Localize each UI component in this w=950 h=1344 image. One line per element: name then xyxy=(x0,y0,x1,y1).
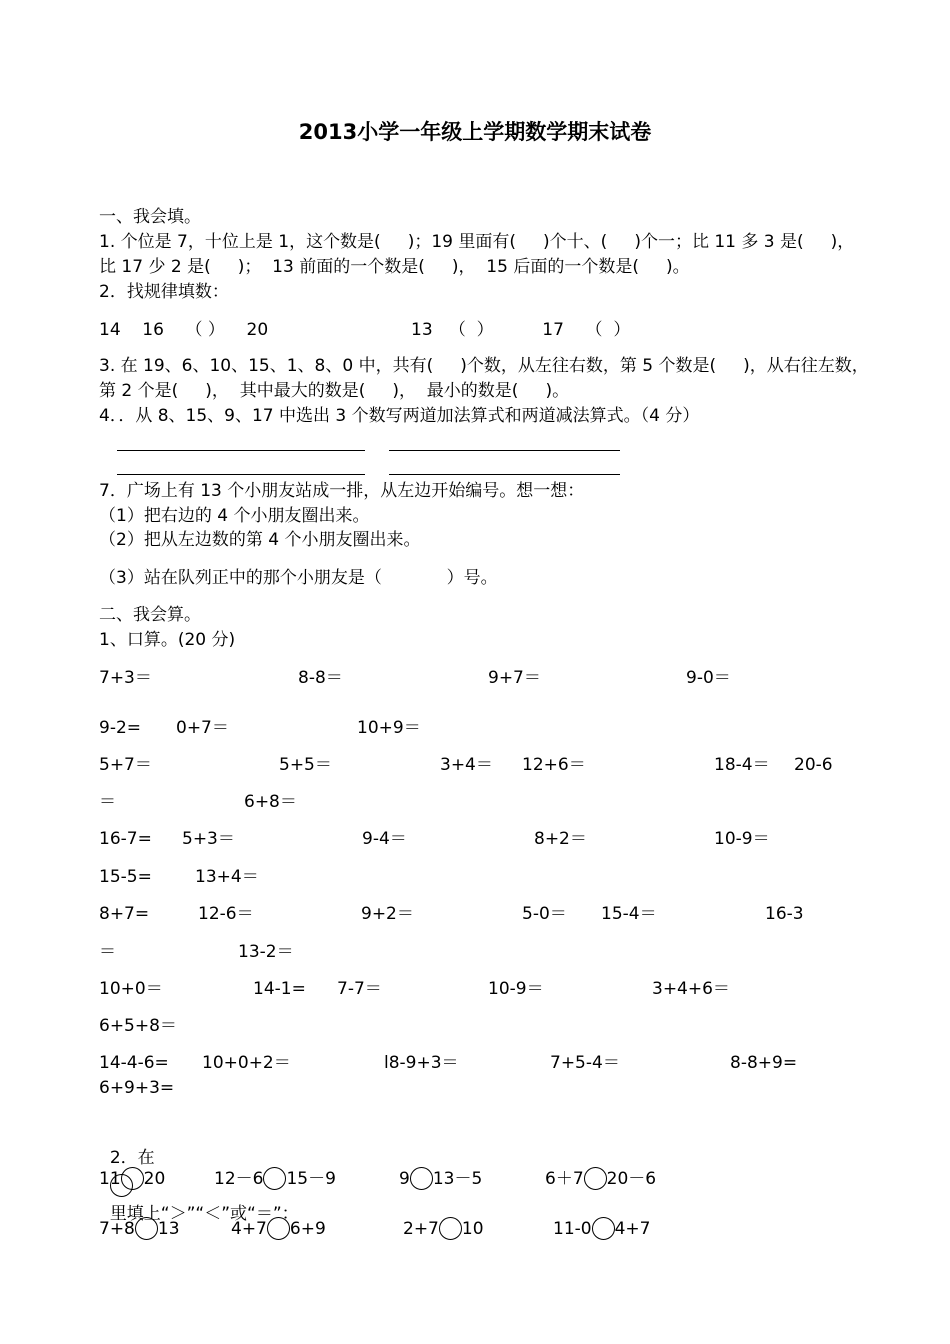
calc-item: ＝ xyxy=(99,942,116,962)
compare-heading-suffix: 里填上“＞”“＜”或“＝”： xyxy=(109,1204,299,1224)
oral-calc-heading: 1、口算。(20 分) xyxy=(99,630,236,650)
compare-right: 6+9 xyxy=(289,1219,326,1239)
calc-item: 7+5-4＝ xyxy=(550,1053,620,1073)
calc-item: 20-6 xyxy=(794,755,833,775)
calc-item: l8-9+3＝ xyxy=(384,1053,459,1073)
calc-item: 10+0＝ xyxy=(99,979,163,999)
calc-item: 0+7＝ xyxy=(176,718,229,738)
answer-circle[interactable] xyxy=(135,1217,158,1240)
compare-item xyxy=(99,1165,165,1193)
q7-part-2: （2）把从左边数的第 4 个小朋友圈出来。 xyxy=(99,530,421,550)
calc-item: 8-8＝ xyxy=(298,668,343,688)
calc-item: 14-1= xyxy=(253,979,306,999)
compare-item xyxy=(399,1165,482,1193)
calc-item: 14-4-6= xyxy=(99,1053,169,1073)
compare-right: 10 xyxy=(461,1219,484,1239)
calc-item: 8+7= xyxy=(99,904,150,924)
calc-item: 13+4＝ xyxy=(195,867,259,887)
calc-item: 10+0+2＝ xyxy=(202,1053,291,1073)
q3-line-1: 3. 在 19、6、10、15、1、8、0 中，共有( )个数，从左往右数，第 5 个数是( )，从右往左数， xyxy=(99,356,869,376)
answer-line[interactable] xyxy=(389,450,620,451)
answer-line[interactable] xyxy=(117,450,365,451)
calc-item: 5+3＝ xyxy=(182,829,235,849)
compare-right: 15－9 xyxy=(286,1169,336,1189)
calc-item: 8-8+9= xyxy=(730,1053,798,1073)
compare-left: 9 xyxy=(399,1169,410,1189)
compare-right: 4+7 xyxy=(614,1219,651,1239)
calc-item: 16-7= xyxy=(99,829,152,849)
compare-right: 20 xyxy=(143,1169,166,1189)
calc-item: 9+7＝ xyxy=(488,668,541,688)
answer-circle[interactable] xyxy=(267,1217,290,1240)
compare-left: 4+7 xyxy=(231,1219,267,1239)
calc-item: 13-2＝ xyxy=(238,942,294,962)
q4-text: 4．．从 8、15、9、17 中选出 3 个数写两道加法算式和两道减法算式。（4 分） xyxy=(99,406,700,426)
calc-item: 9-4＝ xyxy=(362,829,407,849)
calc-item: 15-4＝ xyxy=(601,904,657,924)
compare-left: 11-0 xyxy=(553,1219,592,1239)
q2-heading: 2．找规律填数： xyxy=(99,282,229,302)
calc-item: 10-9＝ xyxy=(488,979,544,999)
section-2-heading: 二、我会算。 xyxy=(99,605,201,625)
answer-line[interactable] xyxy=(389,474,620,475)
compare-left: 7+8 xyxy=(99,1219,135,1239)
calc-item: 3+4＝ xyxy=(440,755,493,775)
answer-circle[interactable] xyxy=(410,1167,433,1190)
calc-item: 6+8＝ xyxy=(244,792,297,812)
q7-part-1: （1）把右边的 4 个小朋友圈出来。 xyxy=(99,506,370,526)
calc-item: 7+3＝ xyxy=(99,668,152,688)
compare-right: 13 xyxy=(157,1219,180,1239)
q1-line-1: 1. 个位是 7，十位上是 1，这个数是( )；19 里面有( )个十、( )个一；比 11 多 3 是( )， xyxy=(99,232,855,252)
calc-item: 12+6＝ xyxy=(522,755,586,775)
calc-item: 18-4＝ xyxy=(714,755,770,775)
answer-circle[interactable] xyxy=(584,1167,607,1190)
calc-item: 9-2= xyxy=(99,718,142,738)
answer-circle[interactable] xyxy=(263,1167,286,1190)
q2-sequence-2: 13 （ ） 17 （ ） xyxy=(411,320,631,340)
compare-left: 12－6 xyxy=(214,1169,264,1189)
compare-heading-prefix: 2．在 xyxy=(109,1148,155,1168)
calc-item: 9-0＝ xyxy=(686,668,731,688)
compare-left: 6＋7 xyxy=(545,1169,584,1189)
compare-left: 2+7 xyxy=(403,1219,439,1239)
section-1-heading: 一、我会填。 xyxy=(99,207,201,227)
calc-item: 5-0＝ xyxy=(522,904,567,924)
calc-item: 9+2＝ xyxy=(361,904,414,924)
calc-item: 10+9＝ xyxy=(357,718,421,738)
compare-item xyxy=(231,1215,326,1243)
compare-item xyxy=(99,1215,180,1243)
compare-item xyxy=(553,1215,650,1243)
page-title: 2013小学一年级上学期数学期末试卷 xyxy=(298,120,652,144)
compare-item xyxy=(214,1165,336,1193)
calc-item: 3+4+6＝ xyxy=(652,979,730,999)
calc-item: 6+9+3= xyxy=(99,1078,175,1098)
answer-circle[interactable] xyxy=(439,1217,462,1240)
q3-line-2: 第 2 个是( )， 其中最大的数是( )， 最小的数是( )。 xyxy=(99,381,570,401)
calc-item: 6+5+8＝ xyxy=(99,1016,177,1036)
calc-item: 5+7＝ xyxy=(99,755,152,775)
compare-right: 20－6 xyxy=(606,1169,657,1189)
calc-item: 16-3 xyxy=(765,904,804,924)
q7-heading: 7．广场上有 13 个小朋友站成一排，从左边开始编号。想一想： xyxy=(99,481,585,501)
compare-right: 13－5 xyxy=(432,1169,483,1189)
compare-item xyxy=(545,1165,656,1193)
calc-item: 15-5= xyxy=(99,867,152,887)
compare-left: 11 xyxy=(99,1169,121,1189)
answer-circle[interactable] xyxy=(592,1217,615,1240)
calc-item: 8+2＝ xyxy=(534,829,587,849)
calc-item: 7-7＝ xyxy=(337,979,382,999)
answer-line[interactable] xyxy=(117,474,365,475)
q2-sequence-1: 14 16 （ ） 20 xyxy=(99,320,269,340)
calc-item: 10-9＝ xyxy=(714,829,770,849)
q1-line-2: 比 17 少 2 是( )； 13 前面的一个数是( )， 15 后面的一个数是( )。 xyxy=(99,257,690,277)
calc-item: ＝ xyxy=(99,792,116,812)
calc-item: 5+5＝ xyxy=(279,755,332,775)
compare-item xyxy=(403,1215,484,1243)
answer-circle[interactable] xyxy=(121,1167,144,1190)
q7-part-3: （3）站在队列正中的那个小朋友是（ ）号。 xyxy=(99,568,498,588)
calc-item: 12-6＝ xyxy=(198,904,254,924)
